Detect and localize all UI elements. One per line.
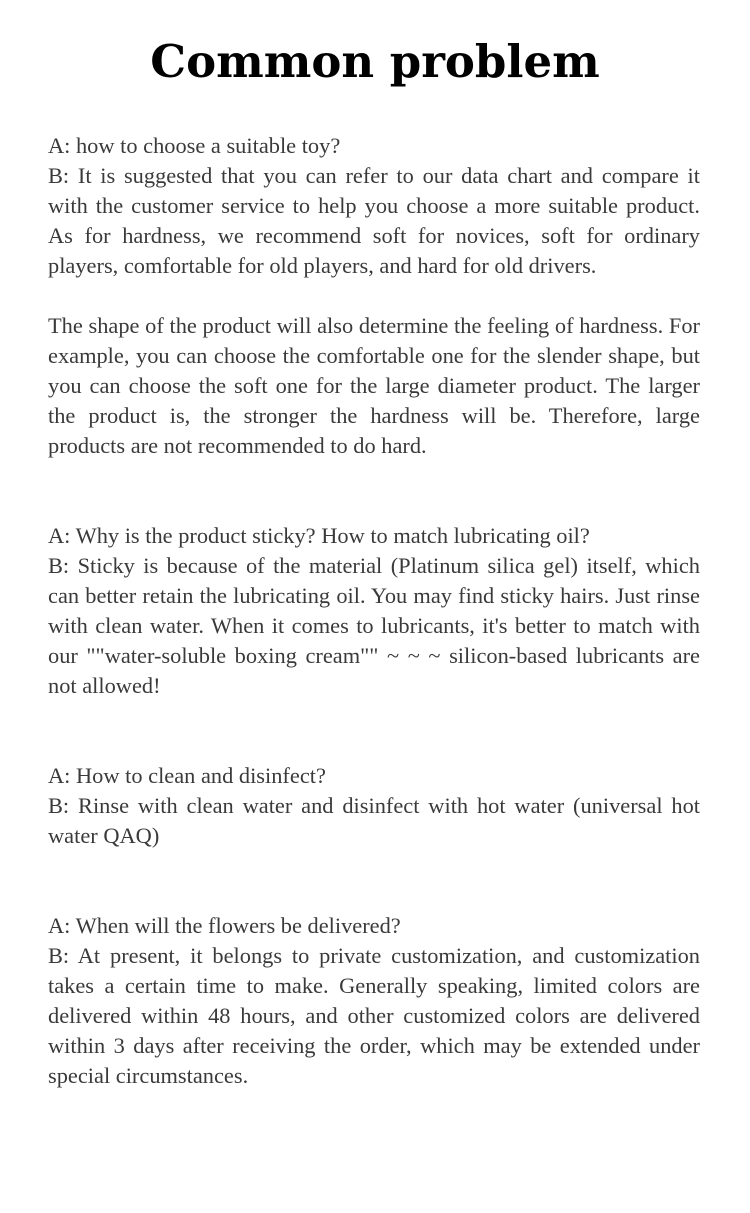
- section-spacer: [48, 461, 700, 521]
- faq-question: A: When will the flowers be delivered?: [48, 913, 401, 938]
- faq-answer: B: Rinse with clean water and disinfect with hot water (universal hot water QAQ): [48, 793, 700, 848]
- faq-answer-extra: The shape of the product will also determine the feeling of hardness. For example, you can choose the comfortable one for the slender shape, but you can choose the soft one for the large diameter product. The larger the product is, the stronger the hardness will be. Therefore, large products are not recommended to do hard.: [48, 313, 700, 458]
- faq-question: A: Why is the product sticky? How to match lubricating oil?: [48, 523, 590, 548]
- faq-item-sticky: [48, 521, 700, 701]
- faq-answer: B: Sticky is because of the material (Platinum silica gel) itself, which can better retain the lubricating oil. You may find sticky hairs. Just rinse with clean water. When it comes to lubricants, it's better to match with our ""water-soluble boxing cream"" ~ ~ ~ silicon-based lubricants are not allowed!: [48, 553, 700, 698]
- faq-item-clean: [48, 761, 700, 851]
- paragraph-spacer: [48, 281, 700, 311]
- faq-question: A: how to choose a suitable toy?: [48, 133, 341, 158]
- faq-answer: B: It is suggested that you can refer to our data chart and compare it with the customer service to help you choose a more suitable product. As for hardness, we recommend soft for novices, soft for ordinary players, comfortable for old players, and hard for old drivers.: [48, 163, 700, 278]
- section-spacer: [48, 701, 700, 761]
- faq-answer: B: At present, it belongs to private customization, and customization takes a certain time to make. Generally speaking, limited colors are delivered within 48 hours, and other customized colors are delivered within 3 days after receiving the order, which may be extended under special circumstances.: [48, 943, 700, 1088]
- section-spacer: [48, 851, 700, 911]
- page-title: Common problem: [150, 35, 600, 88]
- faq-question: A: How to clean and disinfect?: [48, 763, 326, 788]
- faq-item-delivery: [48, 911, 700, 1091]
- faq-item-choose-toy: [48, 131, 700, 461]
- faq-section: [48, 131, 700, 1091]
